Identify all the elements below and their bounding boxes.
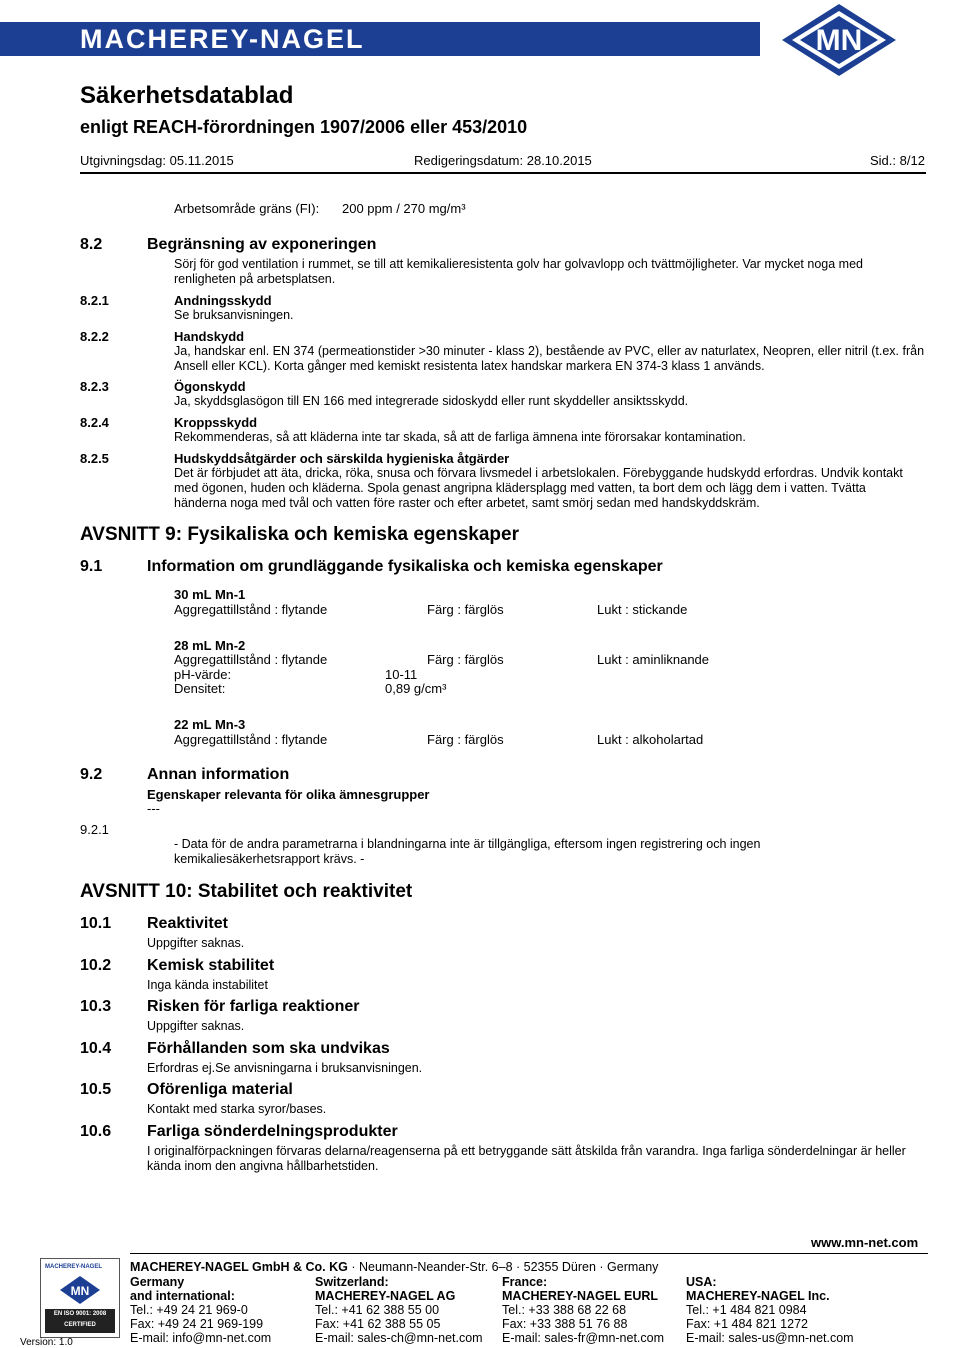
section-title: Begränsning av exponeringen [147,236,377,253]
section-number: 10.5 [80,1081,112,1098]
limit-value: 200 ppm / 270 mg/m³ [342,201,466,216]
section-text: I originalförpackningen förvaras delarna/reagenserna på ett betryggande sätt åtskilda från varandra. Inga farliga sönderdelningar är heller kända inom den angivna hållbarhetstiden. [147,1144,906,1173]
section-title: Ögonskydd [174,379,246,394]
section-text: - Data för de andra parametrarna i blandningarna inte är tillgängliga, eftersom ingen registrering och ingen kemikaliesäkerhetsrapport krävs. - [174,837,761,866]
section-number: 8.2.4 [80,415,109,430]
product-name: 28 mL Mn-2 [174,638,246,653]
company-address: · Neumann-Neander-Str. 6–8 · 52355 Düren · Germany [351,1260,659,1274]
product-state: Aggregattillstånd : flytande [174,652,328,667]
section-title: Oförenliga material [147,1081,293,1098]
footer-column-france: France: MACHEREY-NAGEL EURL Tel.: +33 388 68 22 68 Fax: +33 388 51 76 88 E-mail: sales-fr@mn-net.com [502,1275,665,1345]
footer-divider [130,1253,928,1254]
version-label: Version: 1.0 [20,1337,73,1348]
mn-logo-icon [778,2,900,78]
iso-certificate-badge [40,1258,120,1338]
section-title: Förhållanden som ska undvikas [147,1040,390,1057]
section-text: Erfordras ej.Se anvisningarna i bruksanvisningen. [147,1061,423,1075]
revision-date: Redigeringsdatum: 28.10.2015 [414,153,592,168]
product-color: Färg : färglös [427,602,504,617]
section-number: 10.3 [80,998,112,1015]
product-name: 30 mL Mn-1 [174,587,246,602]
ph-label: pH-värde: [174,667,232,682]
section-text: Kontakt med starka syror/bases. [147,1102,327,1116]
section-title: Kemisk stabilitet [147,957,275,974]
section-title: Handskydd [174,329,245,344]
footer-column-switzerland: Switzerland: MACHEREY-NAGEL AG Tel.: +41 62 388 55 00 Fax: +41 62 388 55 05 E-mail: sales-ch@mn-net.com [315,1275,483,1345]
section-text: Se bruksanvisningen. [174,308,294,322]
product-odor: Lukt : aminliknande [597,652,710,667]
section-number: 10.2 [80,957,112,974]
section-title: Annan information [147,766,290,783]
product-name: 22 mL Mn-3 [174,717,246,732]
header-divider [80,172,926,174]
section-title: Kroppsskydd [174,415,258,430]
section-number: 10.4 [80,1040,112,1057]
section-number: 8.2.3 [80,379,109,394]
chapter-title: AVSNITT 10: Stabilitet och reaktivitet [80,881,413,902]
density-label: Densitet: [174,681,226,696]
chapter-title: AVSNITT 9: Fysikaliska och kemiska egenskaper [80,524,519,545]
section-text: Sörj för god ventilation i rummet, se till att kemikalieresistenta golv har golvavlopp och tvättmöjligheter. Var mycket noga med renligheten på arbetsplatsen. [174,257,863,286]
section-number: 8.2.2 [80,329,109,344]
section-title: Andningsskydd [174,293,272,308]
product-odor: Lukt : alkoholartad [597,732,704,747]
website-link[interactable]: www.mn-net.com [811,1235,919,1250]
section-number: 9.2.1 [80,822,109,837]
cert-brand: MACHEREY-NAGEL [45,1264,103,1270]
product-color: Färg : färglös [427,732,504,747]
section-dashes: --- [147,801,160,816]
product-state: Aggregattillstånd : flytande [174,602,328,617]
company-name: MACHEREY-NAGEL GmbH & Co. KG [130,1260,348,1274]
document-title: Säkerhetsdatablad [80,82,294,109]
page-number: Sid.: 8/12 [870,153,925,168]
section-number: 9.1 [80,558,103,575]
section-title: Reaktivitet [147,915,228,932]
section-title: Information om grundläggande fysikaliska och kemiska egenskaper [147,558,663,575]
section-title: Risken för farliga reaktioner [147,998,360,1015]
cert-line1: EN ISO 9001: 2008 [53,1311,107,1317]
cert-line2: CERTIFIED [64,1322,96,1328]
section-text: Ja, handskar enl. EN 374 (permeationstider >30 minuter - klass 2), bestående av PVC, eller av naturlatex, Neopren, eller nitril (t.ex. från Ansell eller KCL). Korta gånger med kemiskt resistenta latex handskar markera EN 374-3 klass 1 används. [174,344,925,373]
section-number: 10.1 [80,915,112,932]
section-title: Hudskyddsåtgärder och särskilda hygieniska åtgärder [174,451,510,466]
section-number: 8.2 [80,236,103,253]
mn-logo-icon [59,1275,101,1305]
brand-name: MACHEREY-NAGEL [80,24,365,54]
section-text: Ja, skyddsglasögon till EN 166 med integrerade sidoskydd eller runt skyddeller ansiktsskydd. [174,394,689,408]
footer-column-usa: USA: MACHEREY-NAGEL Inc. Tel.: +1 484 821 0984 Fax: +1 484 821 1272 E-mail: sales-us@mn-net.com [686,1275,854,1345]
section-text: Inga kända instabilitet [147,978,268,992]
section-number: 10.6 [80,1123,112,1140]
document-subtitle: enligt REACH-förordningen 1907/2006 eller 453/2010 [80,117,528,137]
product-odor: Lukt : stickande [597,602,688,617]
section-text: Rekommenderas, så att kläderna inte tar skada, så att de farliga ämnena inte förorsakar kontamination. [174,430,746,444]
section-text: Det är förbjudet att äta, dricka, röka, snusa och förvara livsmedel i arbetslokalen. Förebyggande hudskydd erfordras. Undvik kontakt med ögonen, huden och kläderna. Spola genast angripna klädersplagg med vatten, ta bort dem och lägg dem i vatten. Tvätta händerna noga med tvål och vatten före raster och efter arbetet, samt smörj sedan med handskyddskräm. [174,466,903,510]
section-text: Uppgifter saknas. [147,1019,245,1033]
limit-label: Arbetsområde gräns (FI): [174,201,320,216]
section-title: Farliga sönderdelningsprodukter [147,1123,398,1140]
section-number: 9.2 [80,766,103,783]
section-subtitle: Egenskaper relevanta för olika ämnesgrupper [147,787,430,802]
product-color: Färg : färglös [427,652,504,667]
ph-value: 10-11 [385,667,418,682]
density-value: 0,89 g/cm³ [385,681,447,696]
footer-column-germany: Germany and international: Tel.: +49 24 21 969-0 Fax: +49 24 21 969-199 E-mail: info@mn-net.com [130,1275,272,1345]
section-number: 8.2.5 [80,451,109,466]
cert-logo-text: MN [70,1284,90,1298]
section-text: Uppgifter saknas. [147,936,245,950]
section-number: 8.2.1 [80,293,109,308]
issue-date: Utgivningsdag: 05.11.2015 [80,153,234,168]
product-state: Aggregattillstånd : flytande [174,732,328,747]
logo-text: MN [815,24,863,57]
